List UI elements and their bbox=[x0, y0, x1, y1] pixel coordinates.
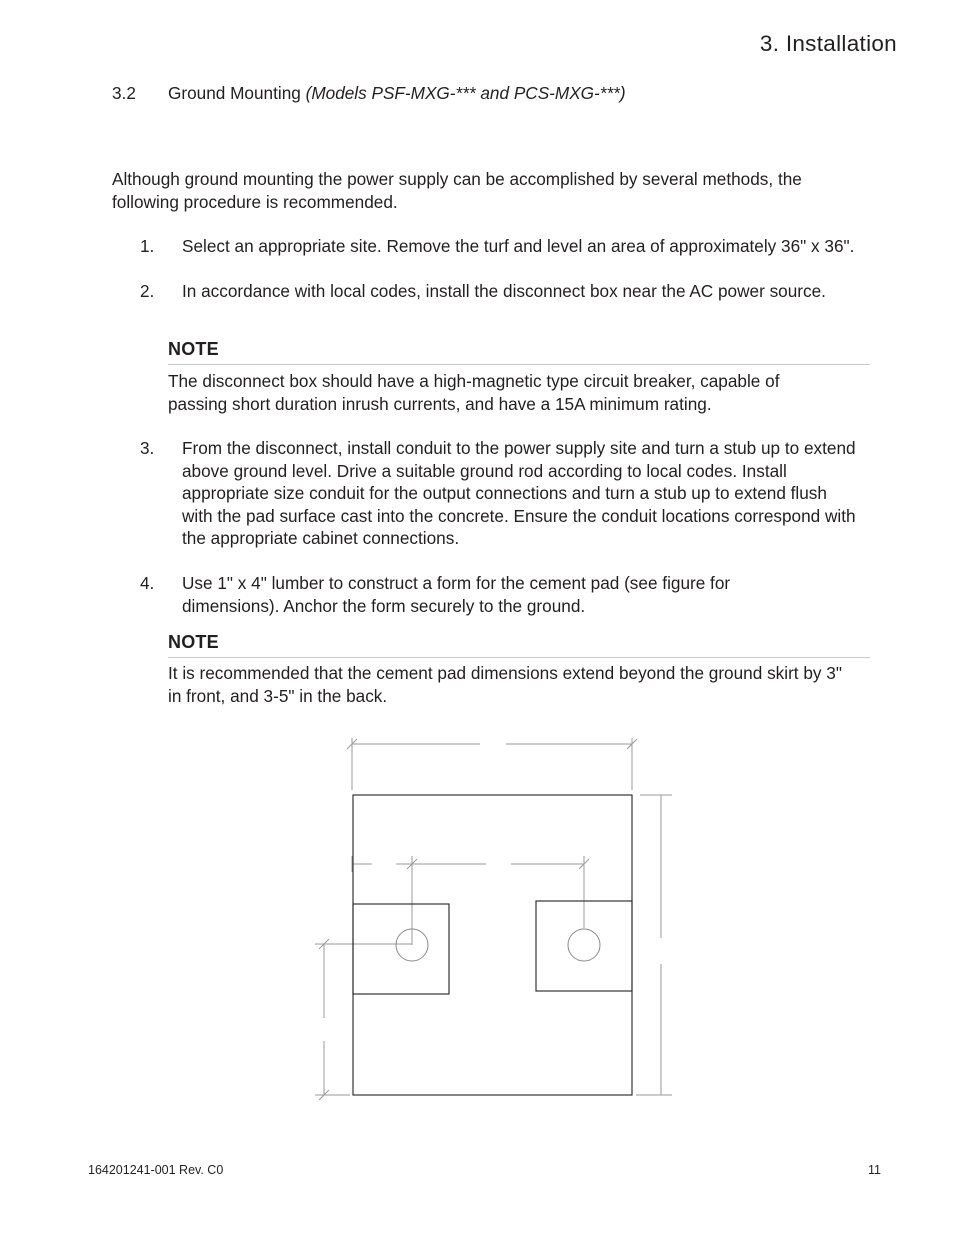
note-body: It is recommended that the cement pad dimensions extend beyond the ground skirt by 3" in front, and 3-5" in the back. bbox=[168, 663, 842, 706]
section-title bbox=[168, 82, 626, 105]
note-body: The disconnect box should have a high-magnetic type circuit breaker, capable of passing short duration inrush currents, and have a 15A minimum rating. bbox=[168, 371, 780, 414]
step-number: 1. bbox=[140, 236, 155, 256]
step-number: 3. bbox=[140, 438, 155, 458]
page-number: 11 bbox=[868, 1163, 881, 1177]
document-number: 164201241-001 Rev. C0 bbox=[88, 1163, 224, 1177]
step-3 bbox=[140, 437, 875, 550]
step-text: Use 1" x 4" lumber to construct a form for the cement pad (see figure for dimensions). Anchor the form securely to the ground. bbox=[182, 573, 731, 616]
chapter-heading: 3. Installation bbox=[759, 31, 897, 56]
section-number: 3.2 bbox=[112, 83, 136, 103]
step-number: 2. bbox=[140, 281, 155, 301]
note-heading: NOTE bbox=[168, 632, 219, 652]
step-text: Select an appropriate site. Remove the turf and level an area of approximately 36" x 36". bbox=[182, 236, 855, 256]
pad-dimension-figure bbox=[300, 728, 680, 1108]
intro-paragraph: Although ground mounting the power supply can be accomplished by several methods, the following procedure is recommended. bbox=[112, 169, 802, 212]
step-number: 4. bbox=[140, 573, 155, 593]
note-heading: NOTE bbox=[168, 339, 219, 359]
cement-pad-outline bbox=[353, 795, 632, 1095]
step-text: From the disconnect, install conduit to the power supply site and turn a stub up to extend above ground level. Drive a suitable ground rod according to local codes. Install appropriate size conduit for the output connections and turn a stub up to extend flush with the pad surface cast into the concrete. Ensure the conduit locations correspond with the appropriate cabinet connections. bbox=[182, 438, 856, 548]
step-1 bbox=[140, 235, 875, 258]
left-cutout bbox=[353, 904, 449, 994]
right-conduit-circle bbox=[568, 929, 600, 961]
step-2 bbox=[140, 280, 875, 303]
step-text: In accordance with local codes, install the disconnect box near the AC power source. bbox=[182, 281, 826, 301]
note-divider bbox=[168, 657, 870, 658]
section-models: (Models PSF-MXG-*** and PCS-MXG-***) bbox=[305, 83, 626, 103]
note-divider bbox=[168, 364, 870, 365]
section-title-text: Ground Mounting bbox=[168, 83, 301, 103]
step-4 bbox=[140, 572, 875, 617]
